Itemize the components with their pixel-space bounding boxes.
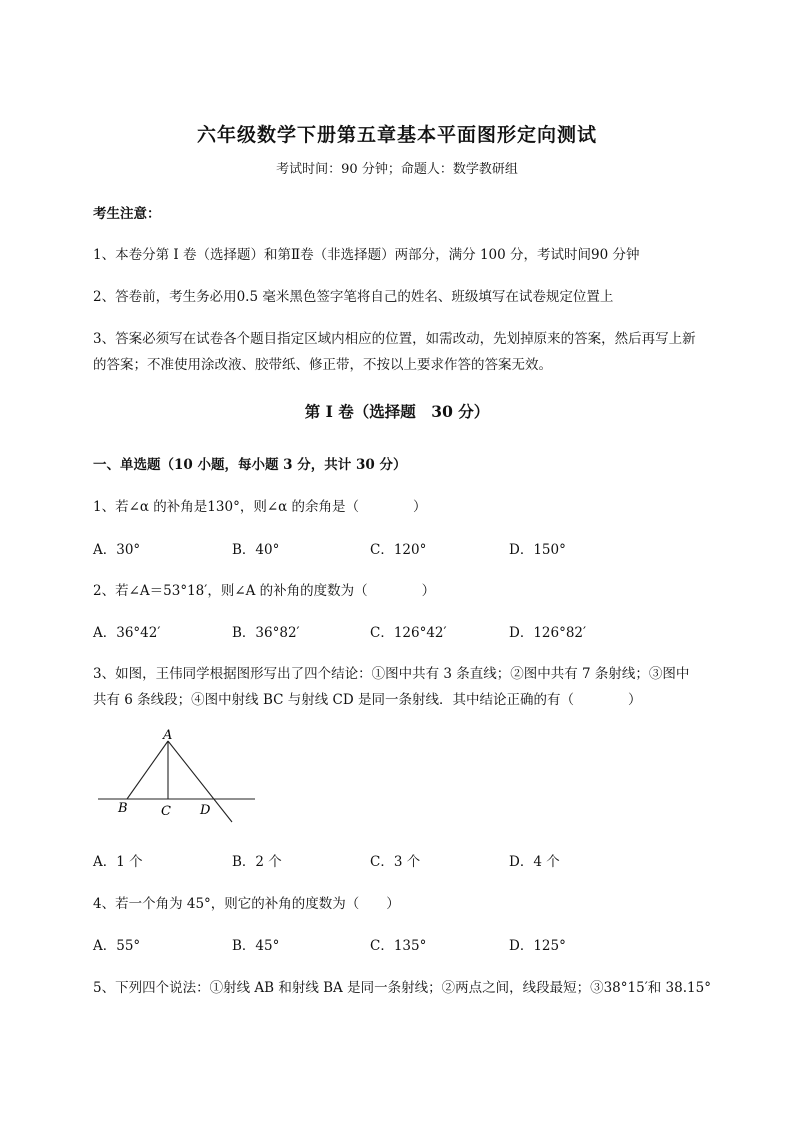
question-2-option-d[interactable]: D．126°82′ bbox=[509, 625, 587, 641]
question-1-option-c[interactable]: C．120° bbox=[370, 542, 427, 558]
question-5-stem: 5、下列四个说法：①射线 AB 和射线 BA 是同一条射线；②两点之间，线段最短；③38°15′和 38.15° bbox=[93, 980, 711, 996]
question-1-stem: 1、若∠α 的补角是130°，则∠α 的余角是（ ） bbox=[93, 499, 427, 515]
notice-heading: 考生注意： bbox=[93, 206, 161, 222]
question-1-option-d[interactable]: D．150° bbox=[509, 542, 566, 558]
question-3-option-b[interactable]: B．2 个 bbox=[232, 854, 282, 870]
question-3-option-c[interactable]: C．3 个 bbox=[370, 854, 421, 870]
part-heading: 一、单选题（10 小题，每小题 3 分，共计 30 分） bbox=[93, 457, 407, 473]
exam-subtitle: 考试时间：90 分钟；命题人：数学教研组 bbox=[276, 162, 518, 177]
question-3-stem-line-2: 共有 6 条线段；④图中射线 BC 与射线 CD 是同一条射线．其中结论正确的有（ ） bbox=[93, 692, 642, 708]
question-4-option-b[interactable]: B．45° bbox=[232, 938, 280, 954]
question-2-option-b[interactable]: B．36°82′ bbox=[232, 625, 300, 641]
notice-item-1: 1、本卷分第 I 卷（选择题）和第Ⅱ卷（非选择题）两部分，满分 100 分，考试时间90 分钟 bbox=[93, 247, 640, 263]
section-title: 第 I 卷（选择题 30 分） bbox=[304, 402, 490, 421]
notice-item-3-line-2: 的答案；不准使用涂改液、胶带纸、修正带，不按以上要求作答的答案无效。 bbox=[93, 357, 552, 373]
question-4-option-d[interactable]: D．125° bbox=[509, 938, 566, 954]
question-3-option-a[interactable]: A．1 个 bbox=[93, 854, 143, 870]
question-4-stem: 4、若一个角为 45°，则它的补角的度数为（ ） bbox=[93, 896, 400, 912]
question-1-option-a[interactable]: A．30° bbox=[93, 542, 141, 558]
question-1-option-b[interactable]: B．40° bbox=[232, 542, 280, 558]
question-3-figure bbox=[90, 728, 265, 828]
label-b: B bbox=[118, 801, 128, 816]
question-4-option-c[interactable]: C．135° bbox=[370, 938, 427, 954]
question-2-option-a[interactable]: A．36°42′ bbox=[93, 625, 161, 641]
question-3-stem-line-1: 3、如图，王伟同学根据图形写出了四个结论：①图中共有 3 条直线；②图中共有 7 条射线；③图中 bbox=[93, 666, 690, 682]
question-2-stem: 2、若∠A＝53°18′，则∠A 的补角的度数为（ ） bbox=[93, 583, 436, 599]
notice-item-2: 2、答卷前，考生务必用0.5 毫米黑色签字笔将自己的姓名、班级填写在试卷规定位置上 bbox=[93, 289, 614, 305]
label-a: A bbox=[163, 728, 173, 743]
question-3-option-d[interactable]: D．4 个 bbox=[509, 854, 560, 870]
label-c: C bbox=[161, 804, 171, 819]
segment-ab bbox=[127, 741, 168, 799]
geometry-figure bbox=[90, 728, 265, 828]
question-2-option-c[interactable]: C．126°42′ bbox=[370, 625, 447, 641]
label-d: D bbox=[200, 803, 211, 818]
exam-title: 六年级数学下册第五章基本平面图形定向测试 bbox=[196, 124, 597, 146]
notice-item-3-line-1: 3、答案必须写在试卷各个题目指定区域内相应的位置，如需改动，先划掉原来的答案，然后再写上新 bbox=[93, 331, 696, 347]
question-4-option-a[interactable]: A．55° bbox=[93, 938, 141, 954]
